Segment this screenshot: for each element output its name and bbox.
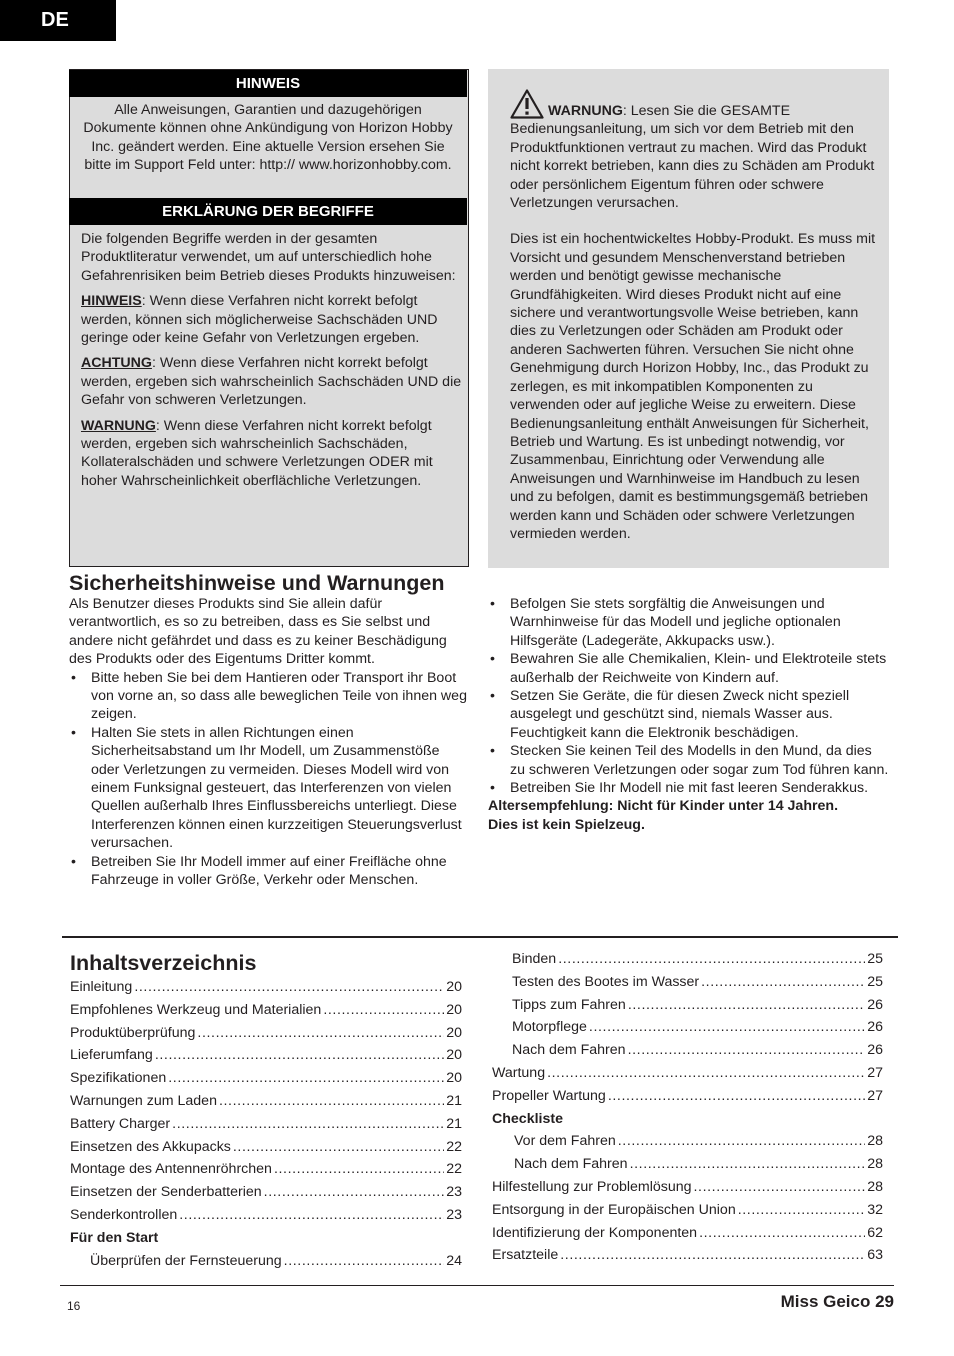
toc-entry[interactable] bbox=[492, 1246, 883, 1269]
toc-leader bbox=[274, 1160, 444, 1178]
age-line-1: Altersempfehlung: Nicht für Kinder unter 14 Jahren. bbox=[488, 798, 839, 815]
toc-leader bbox=[694, 1178, 866, 1196]
toc-page: 27 bbox=[867, 1064, 883, 1081]
toc-label: Tipps zum Fahren bbox=[512, 996, 626, 1013]
toc-page: 21 bbox=[446, 1092, 462, 1109]
toc-page: 22 bbox=[446, 1161, 462, 1178]
term-text: : Wenn diese Verfahren nicht korrekt befolgt werden, ergeben sich wahrscheinlich Sachschäden UND die Gefahr von schweren Verletzungen. bbox=[81, 355, 462, 409]
list-item: • Halten Sie stets in allen Richtungen einen Sicherheitsabstand um Ihr Modell, um Zusammenstöße oder Verletzungen zu vermeiden. Dieses Modell wird von einem Funksignal gesteuert, das Interferenzen von vielen Quellen außerhalb Ihres Einflussbereichs unterliegt. Diese Interferenzen können einen kurzzeitigen Steuerungsverlust verursachen. bbox=[69, 724, 471, 853]
toc-label: Motorpflege bbox=[512, 1019, 587, 1036]
toc-leader bbox=[628, 996, 865, 1014]
toc-entry[interactable] bbox=[492, 1224, 883, 1247]
safety-title: Sicherheitshinweise und Warnungen bbox=[69, 571, 445, 595]
term-warnung bbox=[81, 417, 466, 491]
warning-label: WARNUNG bbox=[548, 103, 623, 119]
toc-left-column bbox=[70, 978, 462, 1274]
toc-page: 62 bbox=[867, 1224, 883, 1241]
toc-page: 20 bbox=[446, 1001, 462, 1018]
toc-leader bbox=[197, 1024, 444, 1042]
toc-entry[interactable] bbox=[70, 1138, 462, 1161]
notice-text: Alle Anweisungen, Garantien und dazugehörigen Dokumente können ohne Ankündigung von Horizon Hobby Inc. geändert werden. Eine aktuelle Version ersehen Sie bitte im Support Feld unter: http:// www.horizonhobby.com. bbox=[83, 102, 453, 174]
safety-left-column bbox=[69, 595, 471, 890]
toc-entry[interactable] bbox=[70, 1046, 462, 1069]
age-line-2: Dies ist kein Spielzeug. bbox=[488, 816, 645, 833]
toc-label: Identifizierung der Komponenten bbox=[492, 1224, 698, 1241]
list-item: • Betreiben Sie Ihr Modell nie mit fast leeren Senderakkus. bbox=[488, 779, 890, 797]
terms-content bbox=[81, 230, 466, 497]
list-item: • Befolgen Sie stets sorgfältig die Anweisungen und Warnhinweise für das Modell und jegliche optionalen Hilfsgeräte (Ladegeräte, Akkupacks usw.). bbox=[488, 595, 890, 650]
toc-label: Montage des Antennenröhrchen bbox=[70, 1161, 272, 1178]
warning-text-1: : Lesen Sie die GESAMTE Bedienungsanleitung, um sich vor dem Betrieb mit den Produktfunktionen vertraut zu machen. Wird das Produkt nicht korrekt betrieben, kann dies zu Schäden am Produkt oder persönlichem Eigentum führen oder schwere Verletzungen verursachen. bbox=[510, 103, 875, 212]
toc-label: Ersatzteile bbox=[492, 1247, 559, 1264]
toc-label: Lieferumfang bbox=[70, 1047, 153, 1064]
toc-leader bbox=[233, 1138, 444, 1156]
toc-label: Senderkontrollen bbox=[70, 1206, 178, 1223]
term-text: : Wenn diese Verfahren nicht korrekt befolgt werden, können sich möglicherweise Sachschäden UND geringe oder keine Gefahr von Verletzungen ergeben. bbox=[81, 293, 438, 347]
toc-leader bbox=[219, 1092, 444, 1110]
toc-entry[interactable] bbox=[70, 1092, 462, 1115]
toc-leader bbox=[168, 1069, 444, 1087]
toc-label: Testen des Bootes im Wasser bbox=[512, 973, 700, 990]
toc-entry[interactable] bbox=[492, 1041, 883, 1064]
list-item: • Bewahren Sie alle Chemikalien, Klein- und Elektroteile stets außerhalb der Reichweite von Kindern auf. bbox=[488, 650, 890, 687]
toc-label: Empfohlenes Werkzeug und Materialien bbox=[70, 1001, 322, 1018]
language-tab: DE bbox=[0, 0, 116, 41]
toc-label: Vor dem Fahren bbox=[514, 1133, 616, 1150]
toc-label: Einsetzen des Akkupacks bbox=[70, 1138, 231, 1155]
safety-right-list bbox=[488, 595, 890, 797]
age-recommendation bbox=[488, 797, 890, 834]
toc-leader bbox=[699, 1224, 865, 1242]
product-name: Miss Geico 29 bbox=[780, 1292, 894, 1311]
toc-entry[interactable] bbox=[492, 996, 883, 1019]
toc-page: 24 bbox=[446, 1252, 462, 1269]
toc-entry[interactable] bbox=[492, 1201, 883, 1224]
toc-leader bbox=[701, 973, 865, 991]
footer-divider bbox=[60, 1285, 894, 1286]
toc-right-column bbox=[492, 950, 883, 1269]
toc-label: Einleitung bbox=[70, 979, 133, 995]
toc-page: 25 bbox=[867, 973, 883, 990]
toc-entry[interactable] bbox=[492, 973, 883, 996]
term-text: : Wenn diese Verfahren nicht korrekt befolgt werden, ergeben sich wahrscheinlich Sachschäden, Kollateralschäden und schwere Verletzungen ODER mit hoher Wahrscheinlichkeit oberflächliche Verletzungen. bbox=[81, 417, 433, 489]
toc-leader bbox=[630, 1155, 866, 1173]
warning-paragraph-1 bbox=[510, 89, 884, 212]
toc-page: 26 bbox=[867, 996, 883, 1013]
toc-label: Entsorgung in der Europäischen Union bbox=[492, 1201, 736, 1218]
toc-section-heading: Für den Start bbox=[70, 1229, 159, 1246]
toc-page: 20 bbox=[446, 1047, 462, 1064]
toc-label: Battery Charger bbox=[70, 1115, 171, 1132]
toc-page: 28 bbox=[867, 1156, 883, 1173]
toc-entry[interactable] bbox=[492, 1178, 883, 1201]
notice-heading: HINWEIS bbox=[69, 70, 467, 97]
toc-page: 25 bbox=[867, 951, 883, 967]
toc-page: 20 bbox=[446, 1070, 462, 1087]
toc-label: Einsetzen der Senderbatterien bbox=[70, 1184, 262, 1201]
toc-leader bbox=[323, 1001, 444, 1019]
toc-section-heading: Checkliste bbox=[492, 1110, 563, 1127]
safety-intro: Als Benutzer dieses Produkts sind Sie allein dafür verantwortlich, es so zu betreiben, dass es Sie selbst und andere nicht gefährdet und dass es zu keiner Beschädigung des Produkts oder des Eigentums Dritter kommt. bbox=[69, 596, 447, 668]
terms-intro: Die folgenden Begriffe werden in der gesamten Produktliteratur verwendet, um auf unterschiedlich hohe Gefahrenrisiken beim Betrieb dieses Produkts hinzuweisen: bbox=[81, 231, 456, 284]
warning-content bbox=[510, 89, 884, 561]
term-hinweis bbox=[81, 292, 466, 347]
term-label: HINWEIS bbox=[81, 293, 142, 310]
toc-leader bbox=[618, 1132, 865, 1150]
safety-left-list bbox=[69, 669, 471, 890]
toc-label: Produktüberprüfung bbox=[70, 1024, 196, 1041]
toc-entry[interactable] bbox=[70, 1115, 462, 1138]
toc-page: 27 bbox=[867, 1087, 883, 1104]
toc-label: Wartung bbox=[492, 1064, 546, 1081]
notice-box bbox=[69, 69, 469, 567]
toc-leader bbox=[560, 1246, 865, 1264]
toc-entry[interactable] bbox=[70, 1024, 462, 1047]
toc-leader bbox=[179, 1206, 444, 1224]
warning-triangle-icon bbox=[510, 89, 544, 119]
toc-entry[interactable] bbox=[70, 978, 462, 1001]
term-achtung bbox=[81, 354, 466, 409]
toc-entry[interactable] bbox=[70, 1069, 462, 1092]
toc-page: 23 bbox=[446, 1206, 462, 1223]
toc-entry[interactable] bbox=[492, 1087, 883, 1110]
toc-leader bbox=[738, 1201, 866, 1219]
toc-label: Propeller Wartung bbox=[492, 1087, 606, 1104]
toc-entry[interactable] bbox=[70, 1183, 462, 1206]
toc-page: 28 bbox=[867, 1178, 883, 1195]
list-item: • Bitte heben Sie bei dem Hantieren oder Transport ihr Boot von vorne an, so dass alle beweglichen Teile von ihnen weg zeigen. bbox=[69, 669, 471, 724]
toc-entry[interactable] bbox=[70, 1206, 462, 1229]
toc-leader bbox=[628, 1041, 866, 1059]
term-label: ACHTUNG bbox=[81, 355, 152, 372]
toc-leader bbox=[608, 1087, 865, 1105]
toc-entry[interactable] bbox=[492, 1064, 883, 1087]
toc-page: 32 bbox=[867, 1201, 883, 1218]
toc-page: 20 bbox=[446, 979, 462, 995]
toc-page: 28 bbox=[867, 1133, 883, 1150]
toc-page: 26 bbox=[867, 1019, 883, 1036]
warning-box bbox=[488, 69, 889, 568]
toc-entry[interactable] bbox=[70, 1160, 462, 1183]
toc-entry[interactable] bbox=[492, 1132, 883, 1155]
toc-entry[interactable] bbox=[70, 1252, 462, 1275]
section-divider bbox=[62, 936, 898, 938]
toc-leader bbox=[547, 1064, 865, 1082]
list-item: • Stecken Sie keinen Teil des Modells in den Mund, da dies zu schweren Verletzungen oder sogar zum Tod führen kann. bbox=[488, 742, 890, 779]
toc-page: 26 bbox=[867, 1042, 883, 1059]
page-number: 16 bbox=[67, 1299, 81, 1313]
warning-paragraph-2: Dies ist ein hochentwickeltes Hobby-Produkt. Es muss mit Vorsicht und gesundem Menschenverstand betrieben werden und benötigt gewisse mechanische Grundfähigkeiten. Wird dieses Produkt nicht auf eine sichere und verantwortungsvolle Weise betrieben, kann dies zu Verletzungen oder Schäden am Produkt oder anderen Sachwerten führen. Versuchen Sie nicht ohne Genehmigung durch Horizon Hobby, Inc., das Produkt zu zerlegen, es mit inkompatiblen Komponenten zu verwenden oder auf jegliche Weise zu erweitern. Diese Bedienungsanleitung enthält Anweisungen für Sicherheit, Betrieb und Wartung. Es ist unbedingt notwendig, vor Zusammenbau, Einrichtung oder Verwendung alle Anweisungen und Warnhinweise im Handbuch zu lesen und zu befolgen, damit es bestimmungsgemäß betrieben werden kann und Schäden oder schwere Verletzungen vermieden werden. bbox=[510, 231, 876, 542]
term-label: WARNUNG bbox=[81, 417, 156, 434]
toc-title: Inhaltsverzeichnis bbox=[70, 951, 257, 975]
toc-leader bbox=[558, 950, 865, 968]
terms-heading: ERKLÄRUNG DER BEGRIFFE bbox=[69, 198, 467, 225]
toc-label: Nach dem Fahren bbox=[514, 1156, 628, 1173]
toc-entry[interactable] bbox=[492, 1155, 883, 1178]
safety-right-column bbox=[488, 595, 890, 834]
toc-label: Warnungen zum Laden bbox=[70, 1092, 217, 1109]
toc-entry[interactable] bbox=[70, 1001, 462, 1024]
toc-page: 63 bbox=[867, 1247, 883, 1264]
list-item: • Betreiben Sie Ihr Modell immer auf einer Freifläche ohne Fahrzeuge in voller Größe, Verkehr oder Menschen. bbox=[69, 853, 471, 890]
toc-page: 20 bbox=[446, 1024, 462, 1041]
toc-label: Spezifikationen bbox=[70, 1070, 167, 1087]
toc-leader bbox=[134, 978, 444, 996]
toc-label: Überprüfen der Fernsteuerung bbox=[90, 1252, 282, 1269]
toc-page: 23 bbox=[446, 1184, 462, 1201]
toc-leader bbox=[264, 1183, 445, 1201]
toc-label: Binden bbox=[512, 951, 557, 967]
toc-label: Hilfestellung zur Problemlösung bbox=[492, 1178, 692, 1195]
toc-page: 21 bbox=[446, 1115, 462, 1132]
toc-leader bbox=[155, 1046, 444, 1064]
toc-entry[interactable] bbox=[492, 1018, 883, 1041]
toc-page: 22 bbox=[446, 1138, 462, 1155]
toc-leader bbox=[172, 1115, 444, 1133]
toc-entry[interactable] bbox=[492, 950, 883, 973]
toc-leader bbox=[284, 1252, 445, 1270]
toc-label: Nach dem Fahren bbox=[512, 1042, 626, 1059]
toc-leader bbox=[589, 1018, 865, 1036]
list-item: • Setzen Sie Geräte, die für diesen Zweck nicht speziell ausgelegt und geschützt sind, niemals Wasser aus. Feuchtigkeit kann die Elektronik beschädigen. bbox=[488, 687, 890, 742]
